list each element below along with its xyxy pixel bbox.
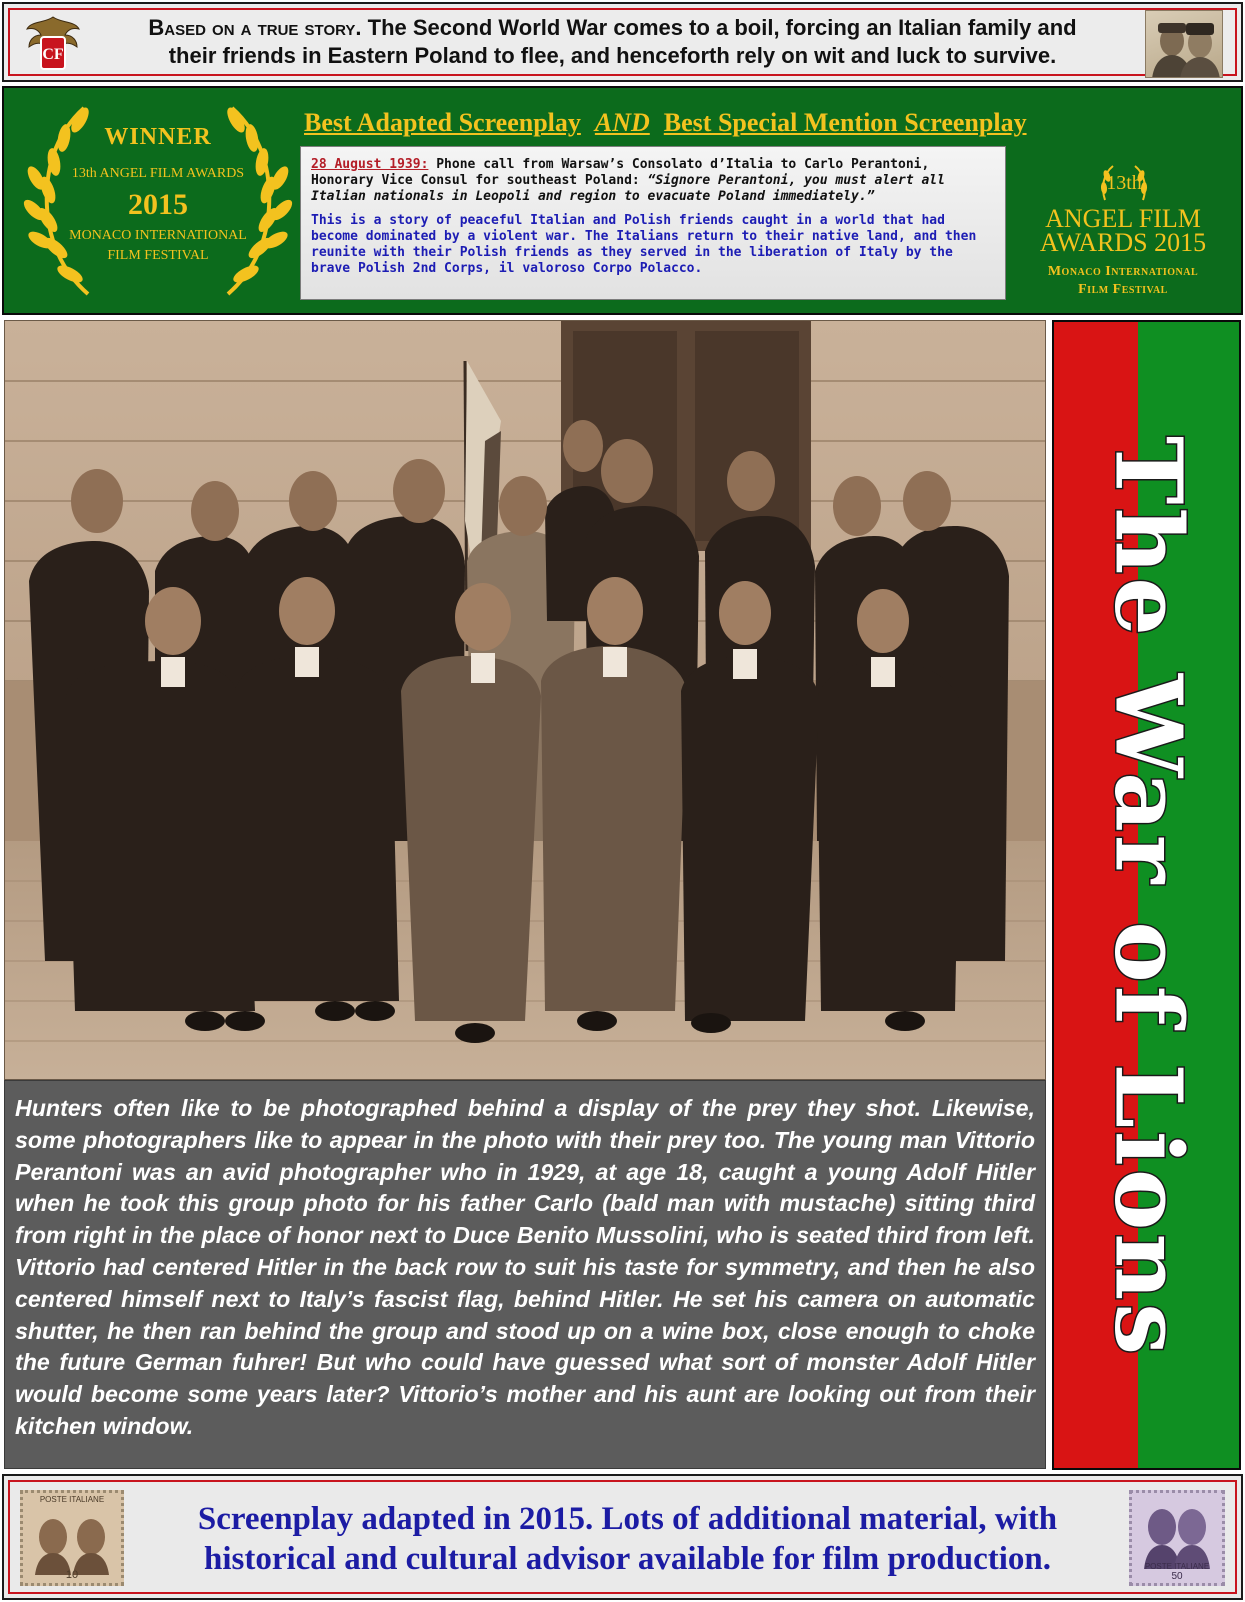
synopsis-story: This is a story of peaceful Italian and Polish friends caught in a world that had become dominated by a violent war. The Italians return to their native land, and then reunite with their Polish friends as they served in the liberation of Italy by the brave Polish 2nd Corps, il valoroso Corpo Polacco. <box>311 213 977 276</box>
festival-name-line-1: MONACO INTERNATIONAL <box>69 228 247 243</box>
postage-stamp-right-icon <box>1129 1490 1225 1586</box>
top-banner-lead: Based on a true story. <box>148 15 362 40</box>
group-photo <box>4 320 1046 1080</box>
italian-eagle-emblem-icon <box>22 12 84 76</box>
festival-name-line-2: FILM FESTIVAL <box>107 248 209 263</box>
bottom-banner-text <box>134 1492 1121 1586</box>
award-title-joiner: AND <box>594 108 650 137</box>
movie-title: The War of Lions <box>1094 436 1203 1358</box>
winner-label: WINNER <box>104 124 212 150</box>
top-banner-line-2: their friends in Eastern Poland to flee, and henceforth rely on wit and luck to survive. <box>168 43 1057 68</box>
photo-caption-box <box>4 1080 1046 1469</box>
award-sub-line-1: Monaco International <box>1047 264 1199 279</box>
award-titles <box>304 108 1234 144</box>
angel-film-awards-logo <box>1013 146 1233 306</box>
svg-text:CF: CF <box>42 46 64 63</box>
bottom-banner-line-2: historical and cultural advisor available for film production. <box>203 1541 1052 1577</box>
stamp-right-value: 50 <box>1171 1571 1183 1582</box>
laurel-award-badge <box>18 98 298 306</box>
award-band <box>2 86 1243 315</box>
stamp-left-label: POSTE ITALIANE <box>39 1495 105 1504</box>
award-title-special-mention: Best Special Mention Screenplay <box>663 108 1027 137</box>
postage-stamp-left-icon <box>20 1490 124 1586</box>
award-badge-icon <box>1099 162 1149 204</box>
award-brand-line-1: ANGEL FILM <box>1045 204 1201 233</box>
stamp-right-label: POSTE ITALIANE <box>1144 1562 1210 1571</box>
award-title-adapted: Best Adapted Screenplay <box>304 108 581 137</box>
synopsis-date: 28 August 1939: <box>311 157 429 172</box>
bottom-banner <box>2 1474 1243 1600</box>
stamp-left-value: 10 <box>65 1569 79 1581</box>
top-banner-text <box>94 12 1131 72</box>
award-badge-number: 13th <box>1106 172 1142 194</box>
top-banner <box>2 2 1243 82</box>
synopsis-call: Phone call from Warsaw’s Consolato d’Italia to Carlo Perantoni, Honorary Vice Consul for southeast Poland: <box>311 157 930 188</box>
photo-caption-text: Hunters often like to be photographed behind a display of the prey they shot. Likewise, some photographers like to appear in the photo with their prey too. The young man Vittorio Perantoni was an avid photographer who in 1929, at age 18, caught a young Adolf Hitler when he took this group photo for his father Carlo (bald man with mustache) sitting third from right in the place of honor next to Duce Benito Mussolini, who is seated third from left. Vittorio had centered Hitler in the back row to suit his taste for symmetry, and then he also centered himself next to Italy’s fascist flag, behind Hitler. He set his camera on automatic shutter, he then ran behind the group and stood up on a wine box, close enough to choke the future German fuhrer! But who could have guessed what sort of monster Adolf Hitler would become some years later? Vittorio’s mother and his aunt are looking out from their kitchen window. <box>15 1095 1035 1439</box>
synopsis-quote: “Signore Perantoni, you must alert all Italian nationals in Leopoli and region to evacuate Poland immediately.” <box>311 173 945 204</box>
award-sub-line-2: Film Festival <box>1078 282 1168 297</box>
movie-title-container <box>1054 322 1241 1470</box>
vertical-title-bar <box>1052 320 1241 1470</box>
top-banner-line-1-rest: The Second World War comes to a boil, forcing an Italian family and <box>361 15 1077 40</box>
leaders-portrait-image <box>1145 10 1223 78</box>
award-edition: 13th ANGEL FILM AWARDS <box>71 166 245 181</box>
award-year: 2015 <box>128 188 188 221</box>
award-brand-line-2: AWARDS 2015 <box>1039 228 1207 257</box>
top-banner-line-1 <box>148 14 1076 42</box>
synopsis-panel <box>300 146 1006 300</box>
bottom-banner-line-1: Screenplay adapted in 2015. Lots of additional material, with <box>197 1501 1058 1537</box>
group-photo-image <box>5 321 1046 1080</box>
